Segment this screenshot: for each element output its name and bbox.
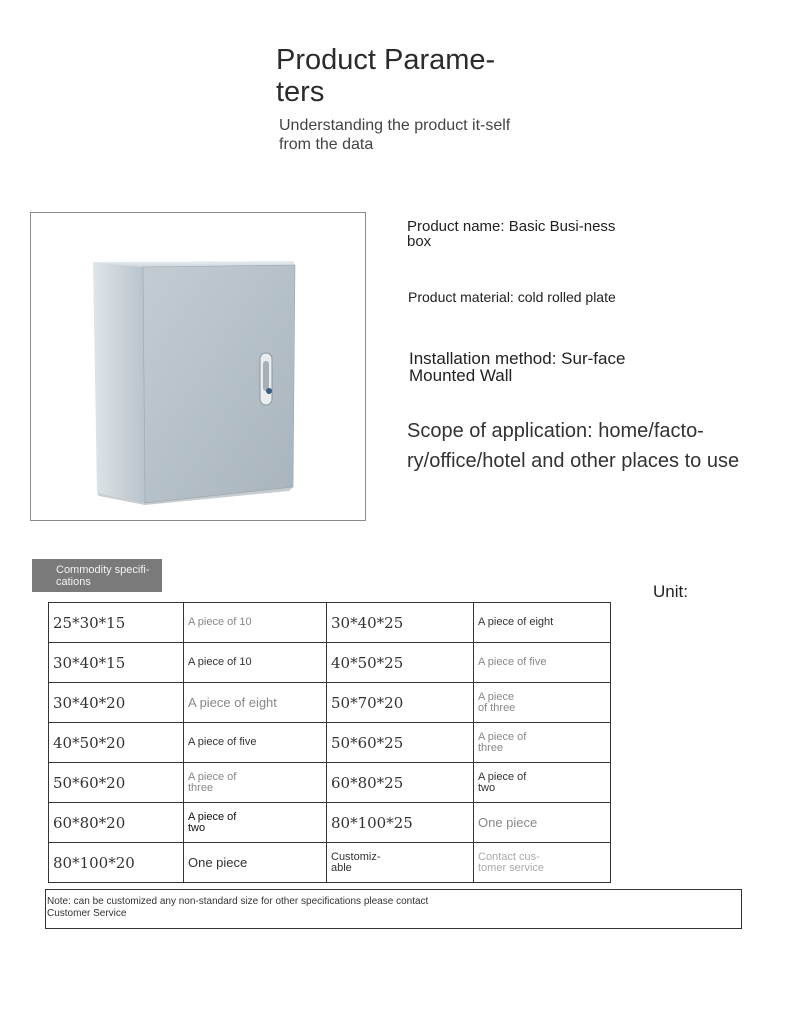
unit-label: Unit: [653, 582, 688, 601]
size-cell: 50*60*25 [327, 723, 474, 763]
quantity-cell: A piece of eight [474, 603, 611, 643]
table-row [49, 763, 611, 803]
size-cell: 60*80*20 [49, 803, 184, 843]
quantity-cell: A piece of eight [184, 683, 327, 723]
table-row [49, 803, 611, 843]
product-photo [30, 212, 366, 521]
size-cell: 30*40*25 [327, 603, 474, 643]
cabinet-illustration [31, 213, 365, 520]
note-box [45, 889, 742, 929]
quantity-cell: A piece of two [184, 803, 327, 843]
quantity-cell: A piece of 10 [184, 643, 327, 683]
quantity-cell: A piece of three [474, 683, 611, 723]
installation-method: Installation method: Sur-face Mounted Wall [409, 349, 626, 385]
table-row [49, 643, 611, 683]
quantity-cell: A piece of five [474, 643, 611, 683]
page-subtitle: Understanding the product it-self from the data [279, 117, 511, 153]
lock-icon [266, 388, 272, 394]
quantity-cell: A piece of two [474, 763, 611, 803]
quantity-cell: One piece [184, 843, 327, 883]
size-cell: 30*40*20 [49, 683, 184, 723]
size-cell: 25*30*15 [49, 603, 184, 643]
product-material: Product material: cold rolled plate [408, 289, 616, 305]
quantity-cell: Contact cus-tomer service [474, 843, 611, 883]
table-row [49, 843, 611, 883]
spec-table [48, 602, 611, 883]
size-cell: 40*50*25 [327, 643, 474, 683]
size-cell: 40*50*20 [49, 723, 184, 763]
size-cell: 50*70*20 [327, 683, 474, 723]
table-row [49, 603, 611, 643]
size-cell: 80*100*20 [49, 843, 184, 883]
size-cell: 60*80*25 [327, 763, 474, 803]
quantity-cell: One piece [474, 803, 611, 843]
page-title: Product Parame-ters [276, 44, 496, 108]
quantity-cell: A piece of three [474, 723, 611, 763]
note-text: Note: can be customized any non-standard size for other specifications please contact Customer Service [47, 896, 429, 919]
size-cell: 50*60*20 [49, 763, 184, 803]
size-cell: 30*40*15 [49, 643, 184, 683]
table-row [49, 683, 611, 723]
quantity-cell: A piece of three [184, 763, 327, 803]
cabinet-side [93, 262, 145, 503]
spec-section-label: Commodity specifi-cations [32, 559, 162, 592]
table-row [49, 723, 611, 763]
scope-of-application: Scope of application: home/facto-ry/office/hotel and other places to use [407, 420, 740, 472]
size-cell: Customiz-able [327, 843, 474, 883]
quantity-cell: A piece of 10 [184, 603, 327, 643]
quantity-cell: A piece of five [184, 723, 327, 763]
size-cell: 80*100*25 [327, 803, 474, 843]
product-name: Product name: Basic Busi-ness box [407, 218, 616, 250]
